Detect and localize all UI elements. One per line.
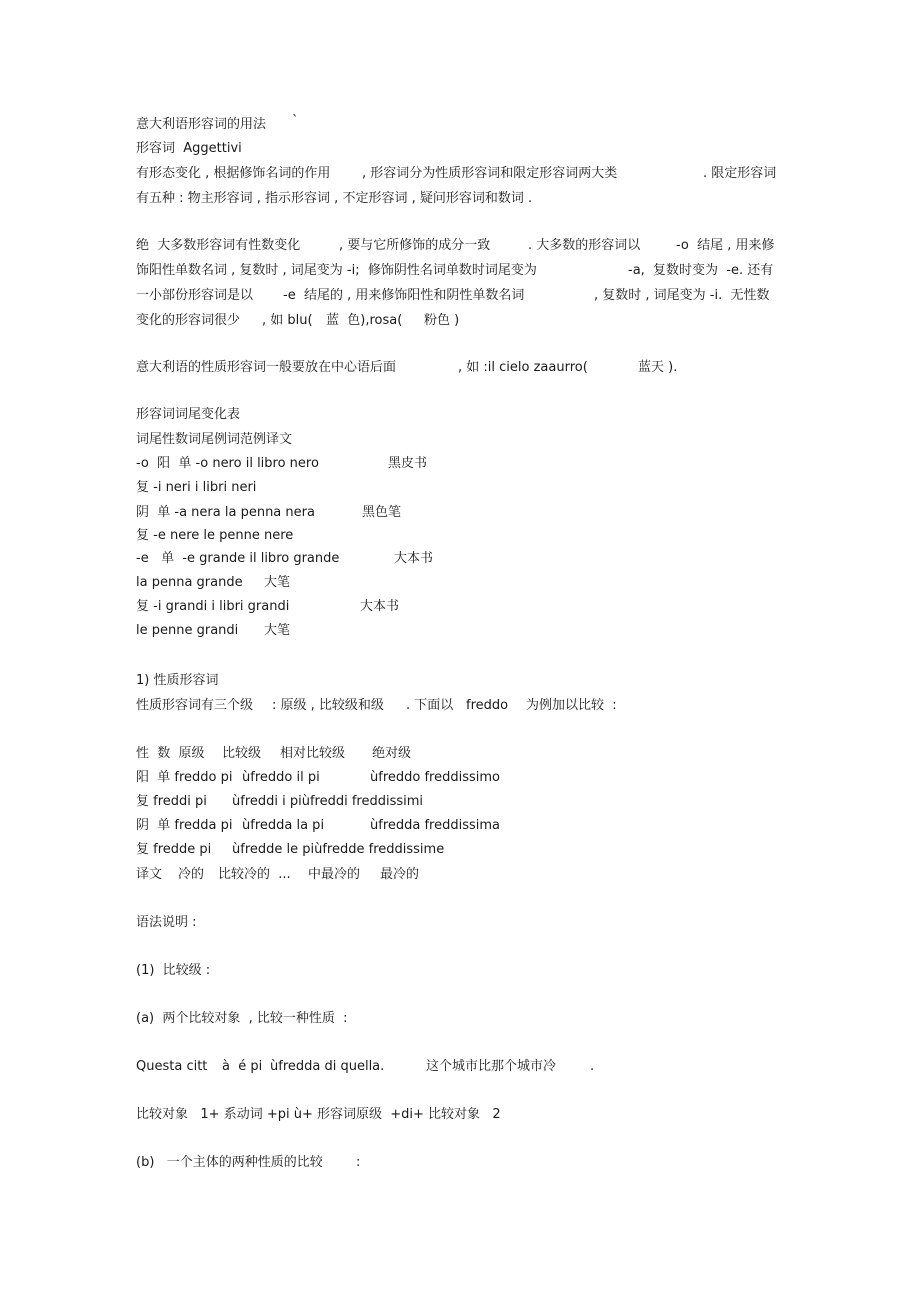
table2-row: 阴 单 fredda pi (136, 818, 233, 833)
para3-c: 蓝天 ). (638, 360, 678, 375)
table2-row: 复 fredde pi (136, 842, 212, 857)
table2-row: 复 freddi pi (136, 794, 207, 809)
table2-row-b: ùfreddo il pi (242, 770, 320, 785)
table2-translation-1: 冷的 (178, 867, 205, 882)
para2-line4-a: 变化的形容词很少 (136, 313, 241, 328)
table2-row-c: ùfreddo freddissimo (370, 770, 500, 785)
table2-header-4: 绝对级 (372, 746, 412, 761)
grammar-heading: 语法说明 : (136, 915, 197, 930)
table2-header-1: 性 数 原级 (136, 746, 205, 761)
title-mark: ` (292, 114, 299, 129)
para3-b: , 如 :il cielo zaaurro( (458, 360, 588, 375)
intro-line1-c: . 限定形容词 (703, 166, 777, 181)
table1-row: la penna grande (136, 575, 243, 590)
table2-translation-label: 译文 (136, 867, 163, 882)
formula: 比较对象 1+ 系动词 +pi ù+ 形容词原级 +di+ 比较对象 2 (136, 1107, 501, 1122)
para2-line1-d: -o 结尾 , 用来修 (676, 238, 775, 253)
comparative-heading: (1) 比较级 : (136, 963, 211, 978)
table1-row-translation: 大笔 (264, 575, 291, 590)
section1-line-c: . 下面以 (406, 698, 454, 713)
para2-line3-b: -e 结尾的 , 用来修饰阳性和阴性单数名词 (283, 288, 525, 303)
para2-line1-a: 绝 大多数形容词有性数变化 (136, 238, 301, 253)
table1-row: le penne grandi (136, 623, 239, 638)
example-c: ùfredda di quella. (270, 1059, 385, 1074)
para3-a: 意大利语的性质形容词一般要放在中心语后面 (136, 360, 397, 375)
table2-translation-4: 最冷的 (380, 867, 420, 882)
table1-row-translation: 黑皮书 (388, 456, 428, 471)
para2-line4-b: , 如 blu( (262, 313, 313, 328)
table1-row-translation: 大本书 (360, 599, 400, 614)
para2-line1-b: , 要与它所修饰的成分一致 (339, 238, 491, 253)
table1-row: 复 -i neri i libri neri (136, 480, 257, 495)
table1-row-translation: 大笔 (264, 623, 291, 638)
table2-translation-2: 比较冷的 ... (218, 867, 291, 882)
table2-row-c: ùfredda freddissima (370, 818, 501, 833)
table2-header-2: 比较级 (222, 746, 262, 761)
example-translation: 这个城市比那个城市冷 (426, 1059, 557, 1074)
example-b: à é pi (222, 1059, 263, 1074)
subtitle: 形容词 Aggettivi (136, 141, 242, 156)
example-a: Questa citt (136, 1059, 208, 1074)
section1-line-a: 性质形容词有三个级 (136, 698, 254, 713)
table2-header-3: 相对比较级 (280, 746, 346, 761)
intro-line1-a: 有形态变化 , 根据修饰名词的作用 (136, 166, 331, 181)
table1-row-translation: 大本书 (394, 551, 434, 566)
case-a-heading: (a) 两个比较对象 , 比较一种性质 : (136, 1011, 348, 1026)
case-b-colon: : (356, 1155, 361, 1170)
section1-line-b: : 原级 , 比较级和级 (272, 698, 384, 713)
para2-line4-c: 蓝 色),rosa( (326, 313, 403, 328)
table2-row-b: ùfreddi i piùfreddi freddissimi (232, 794, 424, 809)
table1-row-translation: 黑色笔 (362, 505, 402, 520)
section1-line-e: 为例加以比较 : (526, 698, 617, 713)
section1-heading: 1) 性质形容词 (136, 673, 219, 688)
table2-row-b: ùfredda la pi (242, 818, 325, 833)
section1-line-d: freddo (466, 698, 509, 713)
document-title: 意大利语形容词的用法 (136, 117, 267, 132)
table1-row: 复 -i grandi i libri grandi (136, 599, 290, 614)
table1-header: 词尾性数词尾例词范例译文 (136, 432, 293, 447)
intro-line2: 有五种 : 物主形容词 , 指示形容词 , 不定形容词 , 疑问形容词和数词 . (136, 191, 533, 206)
table1-row: 阴 单 -a nera la penna nera (136, 505, 315, 520)
table1-row: 复 -e nere le penne nere (136, 528, 294, 543)
case-b-heading: (b) 一个主体的两种性质的比较 (136, 1155, 323, 1170)
para2-line3-c: , 复数时 , 词尾变为 -i. 无性数 (594, 288, 770, 303)
intro-line1-b: , 形容词分为性质形容词和限定形容词两大类 (362, 166, 618, 181)
example-end: . (590, 1059, 595, 1074)
table1-title: 形容词词尾变化表 (136, 407, 241, 422)
table2-translation-3: 中最冷的 (308, 867, 361, 882)
para2-line2-b: -a, 复数时变为 -e. 还有 (628, 263, 774, 278)
para2-line2-a: 饰阳性单数名词 , 复数时 , 词尾变为 -i; 修饰阴性名词单数时词尾变为 (136, 263, 537, 278)
table1-row: -e 单 -e grande il libro grande (136, 551, 340, 566)
table2-row: 阳 单 freddo pi (136, 770, 233, 785)
table2-row-b: ùfredde le piùfredde freddissime (232, 842, 445, 857)
table1-row: -o 阳 单 -o nero il libro nero (136, 456, 319, 471)
para2-line4-d: 粉色 ) (424, 313, 460, 328)
para2-line1-c: . 大多数的形容词以 (528, 238, 641, 253)
para2-line3-a: 一小部份形容词是以 (136, 288, 254, 303)
